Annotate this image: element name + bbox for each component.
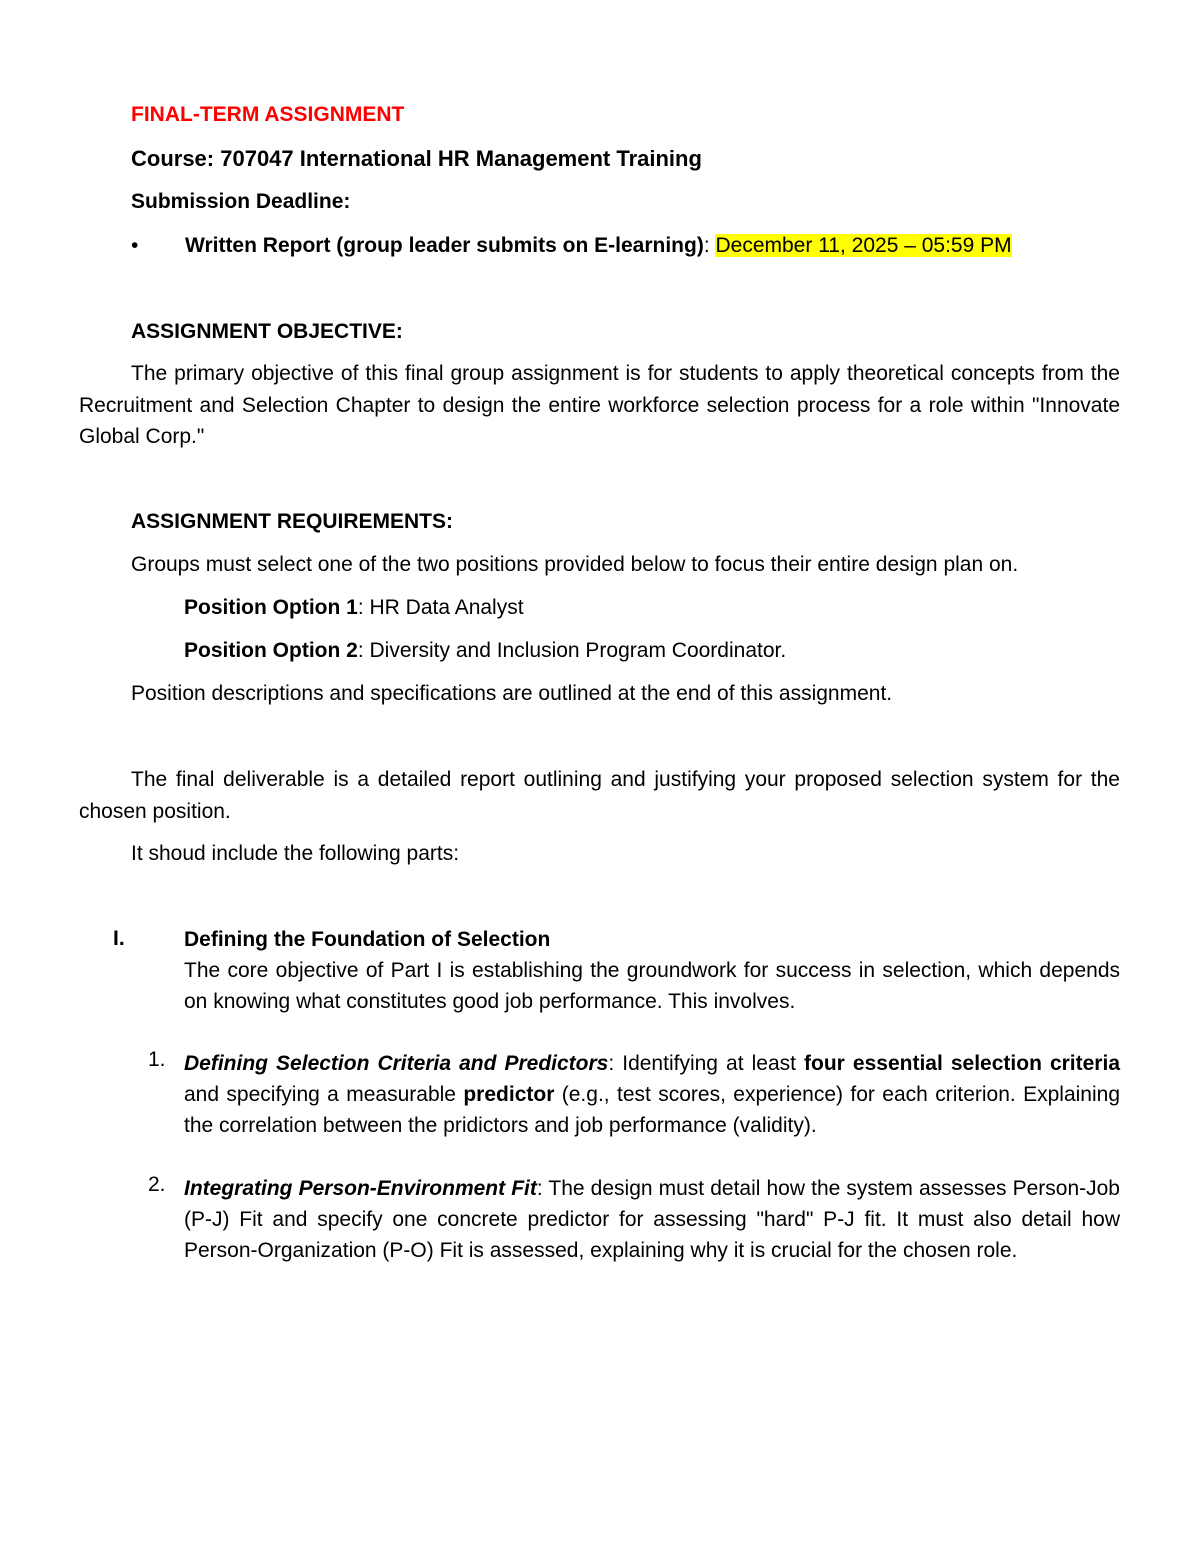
section-text: The core objective of Part I is establishing the groundwork for success in selection, which depends on knowing what constitutes good job performance. This involves.	[184, 959, 1120, 1013]
deadline-bullet	[131, 234, 1012, 258]
deliverable-label: Written Report (group leader submits on E-learning)	[185, 234, 704, 257]
positions-note: Position descriptions and specifications are outlined at the end of this assignment.	[131, 682, 893, 705]
position-option-1-value: : HR Data Analyst	[357, 596, 524, 619]
list-item-text: : The design must detail how the system assesses Person-Job (P-J) Fit and specify one concrete predictor for assessing "hard" P-J fit. It must also detail how Person-Organization (P-O) Fit is assessed, explaining why it is crucial for the chosen role.	[184, 1177, 1120, 1262]
list-item-criteria	[184, 1048, 1120, 1141]
course-line: Course: 707047 International HR Management Training	[131, 146, 702, 171]
section-title: Defining the Foundation of Selection	[184, 928, 551, 951]
list-item-number: 2.	[148, 1173, 166, 1196]
list-item-title: Defining Selection Criteria and Predictors	[184, 1052, 609, 1075]
section-number: I.	[113, 927, 125, 950]
list-item-text: (e.g., test scores, experience) for each criterion. Explaining the correlation between the pridictors and job performance (validity).	[184, 1083, 1120, 1137]
parts-intro: It shoud include the following parts:	[131, 842, 460, 865]
position-option-1-label: Position Option 1	[184, 596, 358, 619]
objective-heading: ASSIGNMENT OBJECTIVE:	[131, 320, 403, 343]
deadline-label: Submission Deadline:	[131, 190, 351, 213]
objective-text: The primary objective of this final group assignment is for students to apply theoretical concepts from the Recruitment and Selection Chapter to design the entire workforce selection process for a role within "Innovate Global Corp."	[79, 362, 1120, 448]
list-item-text: and specifying a measurable	[184, 1083, 464, 1106]
requirements-heading: ASSIGNMENT REQUIREMENTS:	[131, 510, 454, 533]
position-option-2-value: : Diversity and Inclusion Program Coordinator.	[357, 639, 787, 662]
list-item-fit	[184, 1173, 1120, 1266]
list-item-text: : Identifying at least	[608, 1052, 805, 1075]
list-item-title: Integrating Person-Environment Fit	[184, 1177, 537, 1200]
list-item-emphasis: four essential selection criteria	[804, 1052, 1120, 1075]
document-title: FINAL-TERM ASSIGNMENT	[131, 103, 405, 126]
deliverable-text: The final deliverable is a detailed report outlining and justifying your proposed selection system for the chosen position.	[79, 768, 1120, 823]
position-option-1	[184, 596, 524, 620]
list-item-emphasis: predictor	[463, 1083, 555, 1106]
position-option-2	[184, 639, 786, 663]
deadline-separator: :	[703, 234, 716, 257]
list-item-number: 1.	[148, 1048, 166, 1071]
deadline-date: December 11, 2025 – 05:59 PM	[715, 234, 1012, 257]
bullet-icon: •	[131, 234, 139, 257]
position-option-2-label: Position Option 2	[184, 639, 358, 662]
requirements-intro: Groups must select one of the two positions provided below to focus their entire design plan on.	[131, 553, 1019, 576]
